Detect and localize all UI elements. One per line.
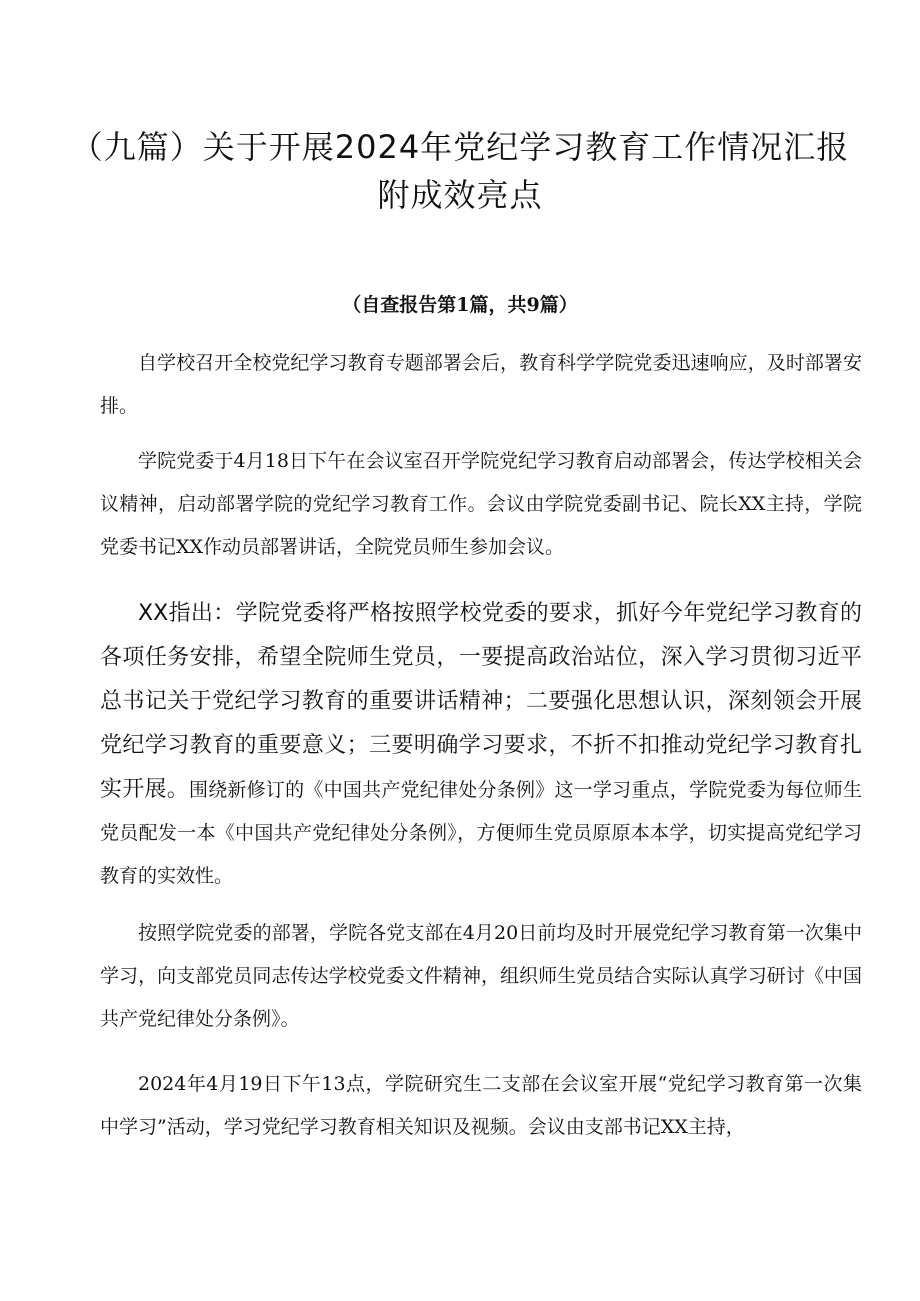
document-title-line-1: （九篇）关于开展2024年党纪学习教育工作情况汇报 bbox=[70, 128, 850, 166]
paragraph-5: 2024年4月19日下午13点，学院研究生二支部在会议室开展“党纪学习教育第一次集中学习”活动，学习党纪学习教育相关知识及视频。会议由支部书记XX主持， bbox=[100, 1073, 862, 1138]
document-title-line-2: 附成效亮点 bbox=[377, 176, 543, 214]
paragraph-3-emphasis: XX指出：学院党委将严格按照学校党委的要求，抓好今年党纪学习教育的各项任务安排，希望全院师生党员，一要提高政治站位，深入学习贯彻习近平总书记关于党纪学习教育的重要讲话精神；二要强化思想认识，深刻领会开展党纪学习教育的重要意义；三要明确学习要求，不折不扣推动党纪学习教育扎实开展。 bbox=[100, 601, 862, 802]
paragraph-3-rest: 围绕新修订的《中国共产党纪律处分条例》这一学习重点，学院党委为每位师生党员配发一本《中国共产党纪律处分条例》，方便师生党员原原本本学，切实提高党纪学习教育的实效性。 bbox=[100, 779, 862, 887]
paragraph-3 bbox=[100, 592, 862, 898]
paragraph-4: 按照学院党委的部署，学院各党支部在4月20日前均及时开展党纪学习教育第一次集中学习，向支部党员同志传达学校党委文件精神，组织师生党员结合实际认真学习研讨《中国共产党纪律处分条例》。 bbox=[100, 922, 862, 1030]
document-subtitle: （自查报告第1篇，共9篇） bbox=[342, 294, 578, 316]
paragraph-2: 学院党委于4月18日下午在会议室召开学院党纪学习教育启动部署会，传达学校相关会议精神，启动部署学院的党纪学习教育工作。会议由学院党委副书记、院长XX主持，学院党委书记XX作动员部署讲话，全院党员师生参加会议。 bbox=[100, 450, 862, 558]
paragraph-1: 自学校召开全校党纪学习教育专题部署会后，教育科学学院党委迅速响应，及时部署安排。 bbox=[100, 352, 862, 417]
